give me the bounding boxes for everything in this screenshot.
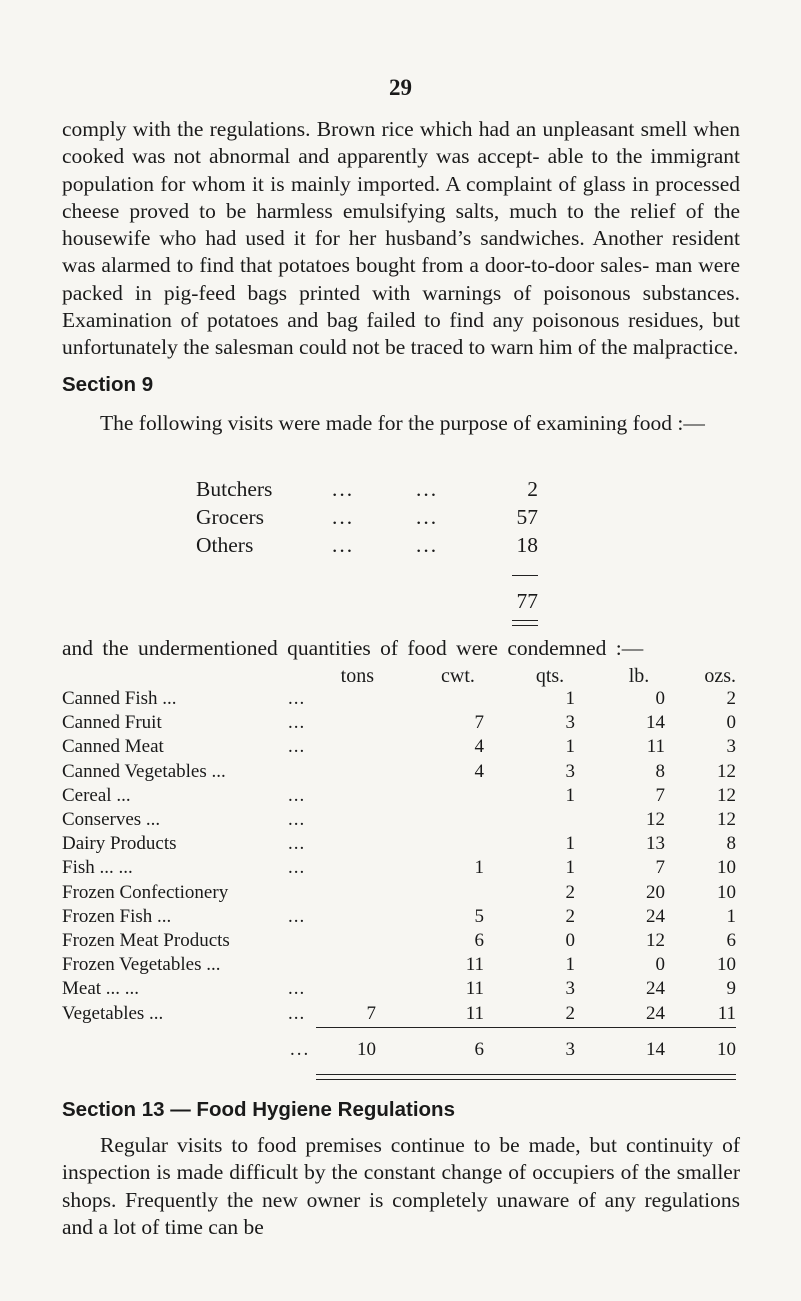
food-item-label: Canned Meat	[62, 736, 164, 758]
food-item-label: Frozen Vegetables ...	[62, 954, 221, 976]
cell-qts: 1	[565, 688, 575, 709]
column-header-ozs: ozs.	[704, 665, 736, 687]
cell-qts: 1	[565, 736, 575, 758]
cell-qts: 2	[565, 881, 575, 903]
cell-cwt: 4	[474, 760, 484, 782]
cell-lb: 12	[646, 809, 665, 830]
leader-dots: ...	[288, 833, 306, 855]
cell-cwt: 11	[465, 1002, 484, 1024]
food-item-label: Conserves ...	[62, 809, 161, 830]
leader-dots: ...	[288, 978, 306, 1000]
cell-ozs: 11	[717, 1002, 736, 1024]
cell-lb: 13	[646, 833, 665, 855]
cell-ozs: 12	[717, 760, 736, 782]
section-9-heading: Section 9	[62, 373, 154, 396]
cell-qts: 1	[565, 857, 575, 879]
visits-intro: The following visits were made for the purpose of examining food :—	[100, 411, 705, 435]
column-header-lb: lb.	[628, 665, 650, 687]
food-item-label: Frozen Confectionery	[62, 881, 229, 903]
visit-label: Grocers	[196, 505, 265, 529]
cell-cwt: 11	[465, 954, 484, 976]
cell-ozs: 0	[726, 712, 736, 734]
visit-label: Butchers	[196, 477, 273, 501]
visit-value: 2	[527, 477, 538, 501]
cell-ozs: 8	[726, 833, 736, 855]
food-item-label: Canned Fruit	[62, 712, 162, 734]
cell-qts: 1	[565, 954, 575, 976]
cell-lb: 14	[646, 712, 665, 734]
total-qts: 3	[565, 1039, 575, 1060]
leader-dots: ...	[288, 784, 306, 806]
leader-dots: ...	[288, 1002, 306, 1024]
cell-ozs: 6	[726, 930, 736, 951]
cell-ozs: 3	[726, 736, 736, 758]
cell-qts: 1	[565, 784, 575, 806]
food-item-label: Canned Vegetables ...	[62, 760, 226, 782]
leader-dots: ...	[288, 712, 306, 734]
cell-cwt: 6	[474, 930, 484, 951]
total-cwt: 6	[474, 1039, 484, 1060]
food-item-label: Dairy Products	[62, 833, 177, 855]
cell-ozs: 2	[726, 688, 736, 709]
cell-lb: 0	[655, 688, 665, 709]
food-item-label: Canned Fish ...	[62, 688, 177, 709]
cell-cwt: 7	[474, 712, 484, 734]
cell-lb: 7	[655, 784, 665, 806]
visits-total-double-rule	[512, 620, 538, 626]
cell-cwt: 11	[465, 978, 484, 1000]
cell-ozs: 1	[726, 905, 736, 927]
visit-value: 57	[516, 505, 538, 529]
cell-qts: 1	[565, 833, 575, 855]
visits-total-rule	[512, 575, 538, 576]
condemned-intro: and the undermentioned quantities of food were condemned :—	[62, 636, 644, 660]
table-total-rule	[316, 1027, 736, 1028]
body-paragraph: comply with the regulations. Brown rice which had an unpleasant smell when cooked was not abnormal and apparently was accept- able to the immigrant population for whom it is mainly imported. A complaint of glass in processed cheese proved to be harmless emulsifying salts, much to the relief of the housewife who had used it for her husband’s sandwiches. Another resident was alarmed to find that potatoes bought from a door-to-door sales- man were packed in pig-feed bags printed with warnings of poisonous substances. Examination of potatoes and bag failed to find any poisonous residues, but unfortunately the salesman could not be traced to warn him of the malpractice.	[62, 117, 740, 360]
cell-ozs: 10	[717, 857, 736, 879]
leader-dots: ...	[288, 736, 306, 758]
leader-dots: ...	[288, 857, 306, 879]
total-lb: 14	[646, 1039, 665, 1060]
visit-lead: ...	[416, 477, 439, 501]
cell-lb: 7	[655, 857, 665, 879]
visit-dots: ...	[332, 505, 355, 529]
cell-lb: 12	[646, 930, 665, 951]
totals-dots: ...	[290, 1039, 311, 1060]
cell-qts: 3	[565, 978, 575, 1000]
cell-tons: 7	[366, 1002, 376, 1024]
leader-dots: ...	[288, 688, 306, 709]
visit-label: Others	[196, 533, 254, 557]
leader-dots: ...	[288, 905, 306, 927]
cell-qts: 0	[565, 930, 575, 951]
cell-ozs: 12	[717, 784, 736, 806]
visit-dots: ...	[332, 477, 355, 501]
cell-lb: 24	[646, 978, 665, 1000]
visits-total: 77	[516, 589, 538, 613]
food-item-label: Frozen Meat Products	[62, 930, 230, 951]
section-13-heading: Section 13 — Food Hygiene Regulations	[62, 1098, 455, 1121]
total-tons: 10	[357, 1039, 376, 1060]
column-header-cwt: cwt.	[441, 665, 475, 687]
column-header-qts: qts.	[535, 665, 565, 687]
cell-ozs: 10	[717, 881, 736, 903]
cell-ozs: 12	[717, 809, 736, 830]
page-number: 29	[389, 75, 412, 100]
cell-qts: 3	[565, 760, 575, 782]
visit-dots: ...	[332, 533, 355, 557]
cell-qts: 3	[565, 712, 575, 734]
cell-lb: 24	[646, 1002, 665, 1024]
food-item-label: Frozen Fish ...	[62, 905, 172, 927]
cell-lb: 8	[655, 760, 665, 782]
cell-qts: 2	[565, 1002, 575, 1024]
visit-lead: ...	[416, 533, 439, 557]
cell-cwt: 5	[474, 905, 484, 927]
table-total-double-rule	[316, 1074, 736, 1080]
cell-lb: 24	[646, 905, 665, 927]
cell-ozs: 9	[726, 978, 736, 1000]
cell-qts: 2	[565, 905, 575, 927]
cell-cwt: 4	[474, 736, 484, 758]
food-item-label: Cereal ...	[62, 784, 131, 806]
cell-lb: 0	[655, 954, 665, 976]
visit-lead: ...	[416, 505, 439, 529]
visit-value: 18	[516, 533, 538, 557]
food-item-label: Vegetables ...	[62, 1002, 164, 1024]
cell-lb: 20	[646, 881, 665, 903]
food-item-label: Fish ... ...	[62, 857, 133, 879]
leader-dots: ...	[288, 809, 306, 830]
cell-lb: 11	[646, 736, 665, 758]
total-ozs: 10	[717, 1039, 736, 1060]
food-item-label: Meat ... ...	[62, 978, 140, 1000]
cell-cwt: 1	[474, 857, 484, 879]
section-13-paragraph: Regular visits to food premises continue to be made, but continuity of inspection is made difficult by the constant change of occupiers of the smaller shops. Frequently the new owner is completely unaware of any regulations and a lot of time can be	[62, 1133, 740, 1239]
column-header-tons: tons	[340, 665, 374, 687]
cell-ozs: 10	[717, 954, 736, 976]
